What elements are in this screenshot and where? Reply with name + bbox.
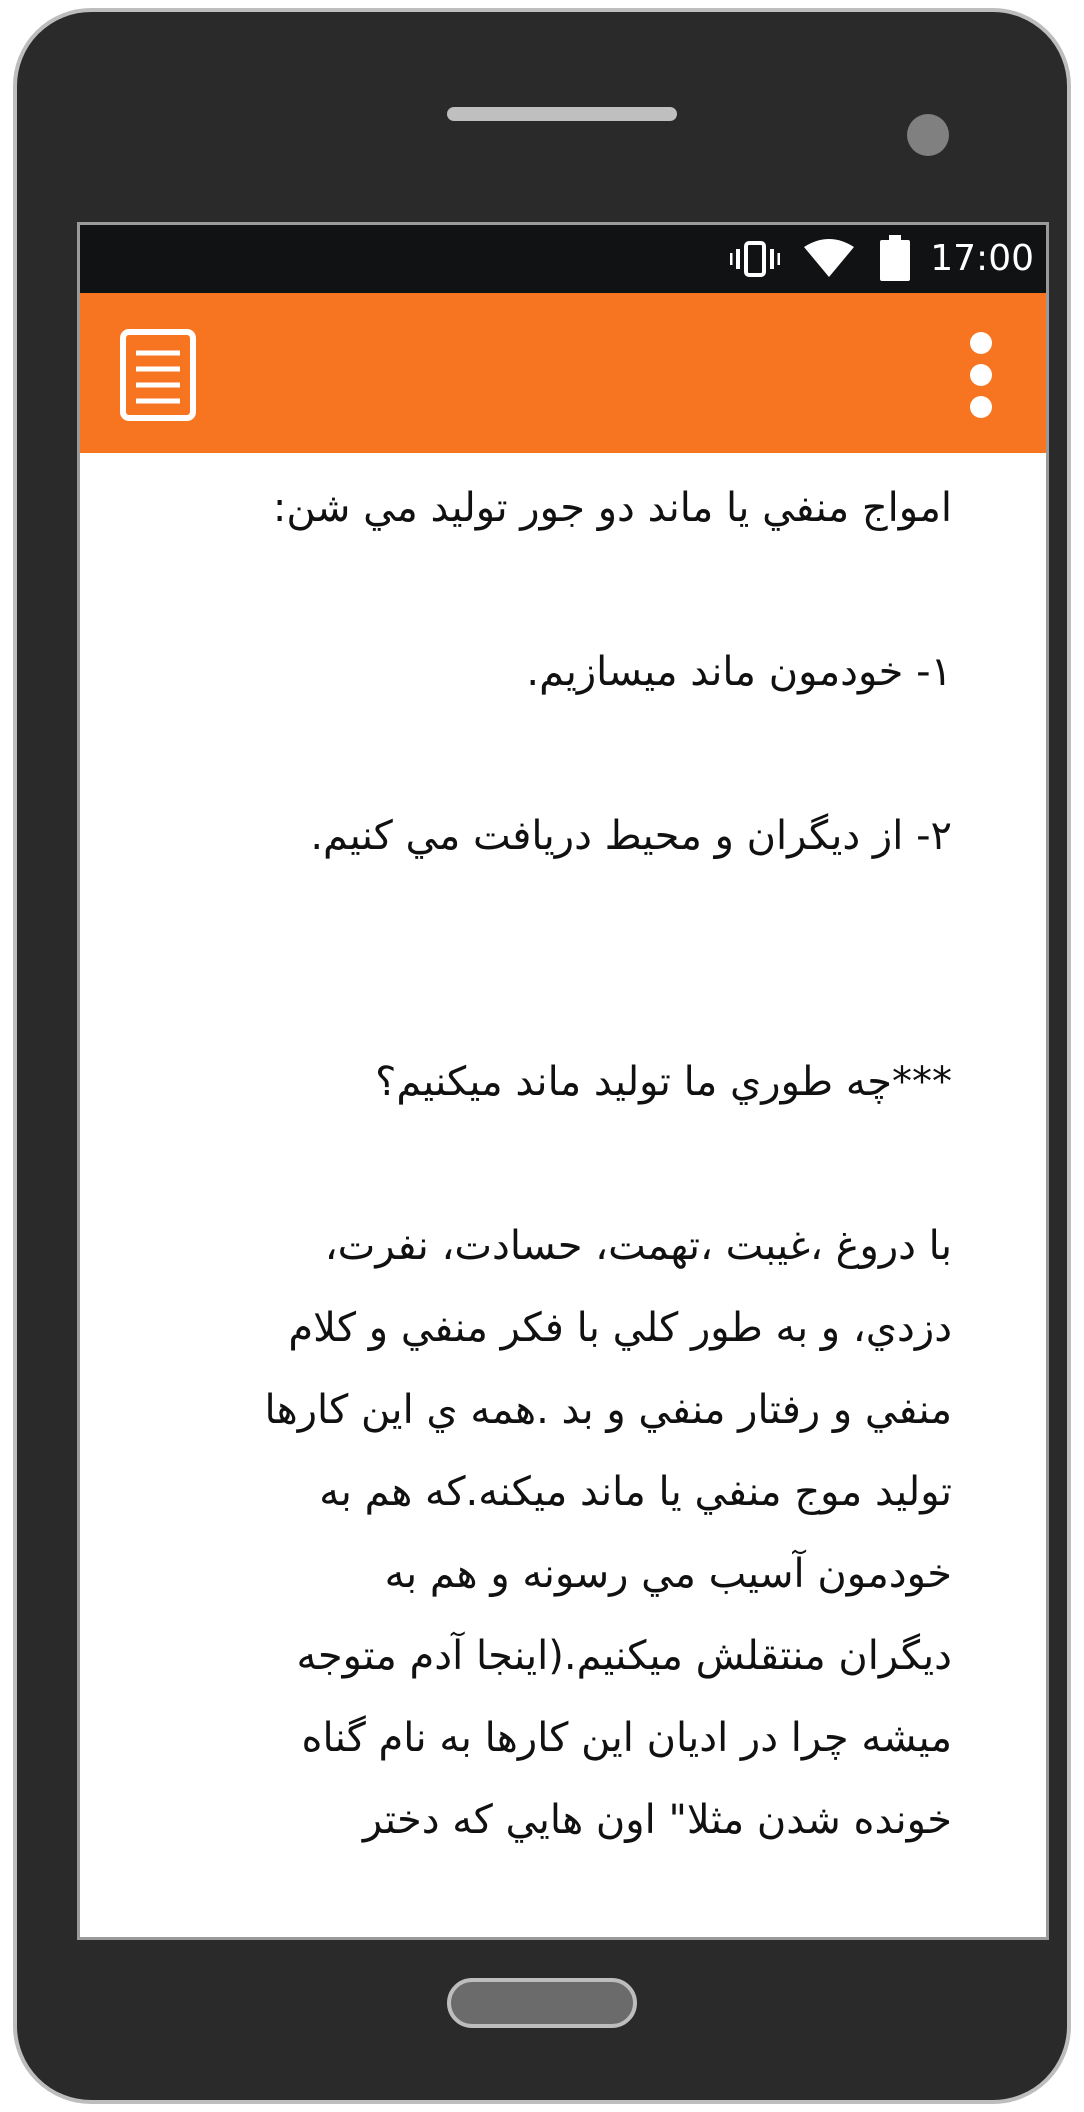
document-icon[interactable] <box>120 329 196 421</box>
list-item-2: ۲- از ديگران و محيط دريافت مي كنيم. <box>310 813 952 859</box>
spacer <box>174 1123 952 1205</box>
phone-frame <box>13 8 1071 2104</box>
article-content <box>80 453 1046 1879</box>
device-screen <box>77 222 1049 1940</box>
status-bar <box>80 225 1046 293</box>
paragraph-body: با دروغ ،غيبت ،تهمت، حسادت، نفرت، دزدي، و به طور كلي با فكر منفي و كلام منفي و رفتار منفي و بد .همه ي اين كارها توليد موج منفي يا ماند ميكنه.كه هم به خودمون آسيب مي رسونه و هم به ديگران منتقلش ميكنيم.(اينجا آدم متوجه ميشه چرا در اديان اين كارها به نام گناه خونده شدن مثلا" اون هايي كه دختر <box>264 1223 952 1843</box>
earpiece-speaker <box>447 107 677 121</box>
paragraph-intro: امواج منفي يا ماند دو جور توليد مي شن: <box>272 485 952 531</box>
section-question: ***چه طوري ما توليد ماند ميكنيم؟ <box>375 1059 952 1105</box>
battery-icon <box>880 235 910 286</box>
home-button[interactable] <box>447 1978 637 2028</box>
spacer <box>174 713 952 795</box>
front-camera <box>907 114 949 156</box>
spacer <box>174 877 952 1041</box>
status-time: 17:00 <box>930 238 1034 279</box>
list-item-1: ۱- خودمون ماند ميسازيم. <box>526 649 952 695</box>
vibrate-icon <box>730 239 780 284</box>
more-vert-icon[interactable] <box>966 331 996 419</box>
app-bar <box>80 293 1046 453</box>
wifi-icon <box>802 239 856 284</box>
spacer <box>174 549 952 631</box>
